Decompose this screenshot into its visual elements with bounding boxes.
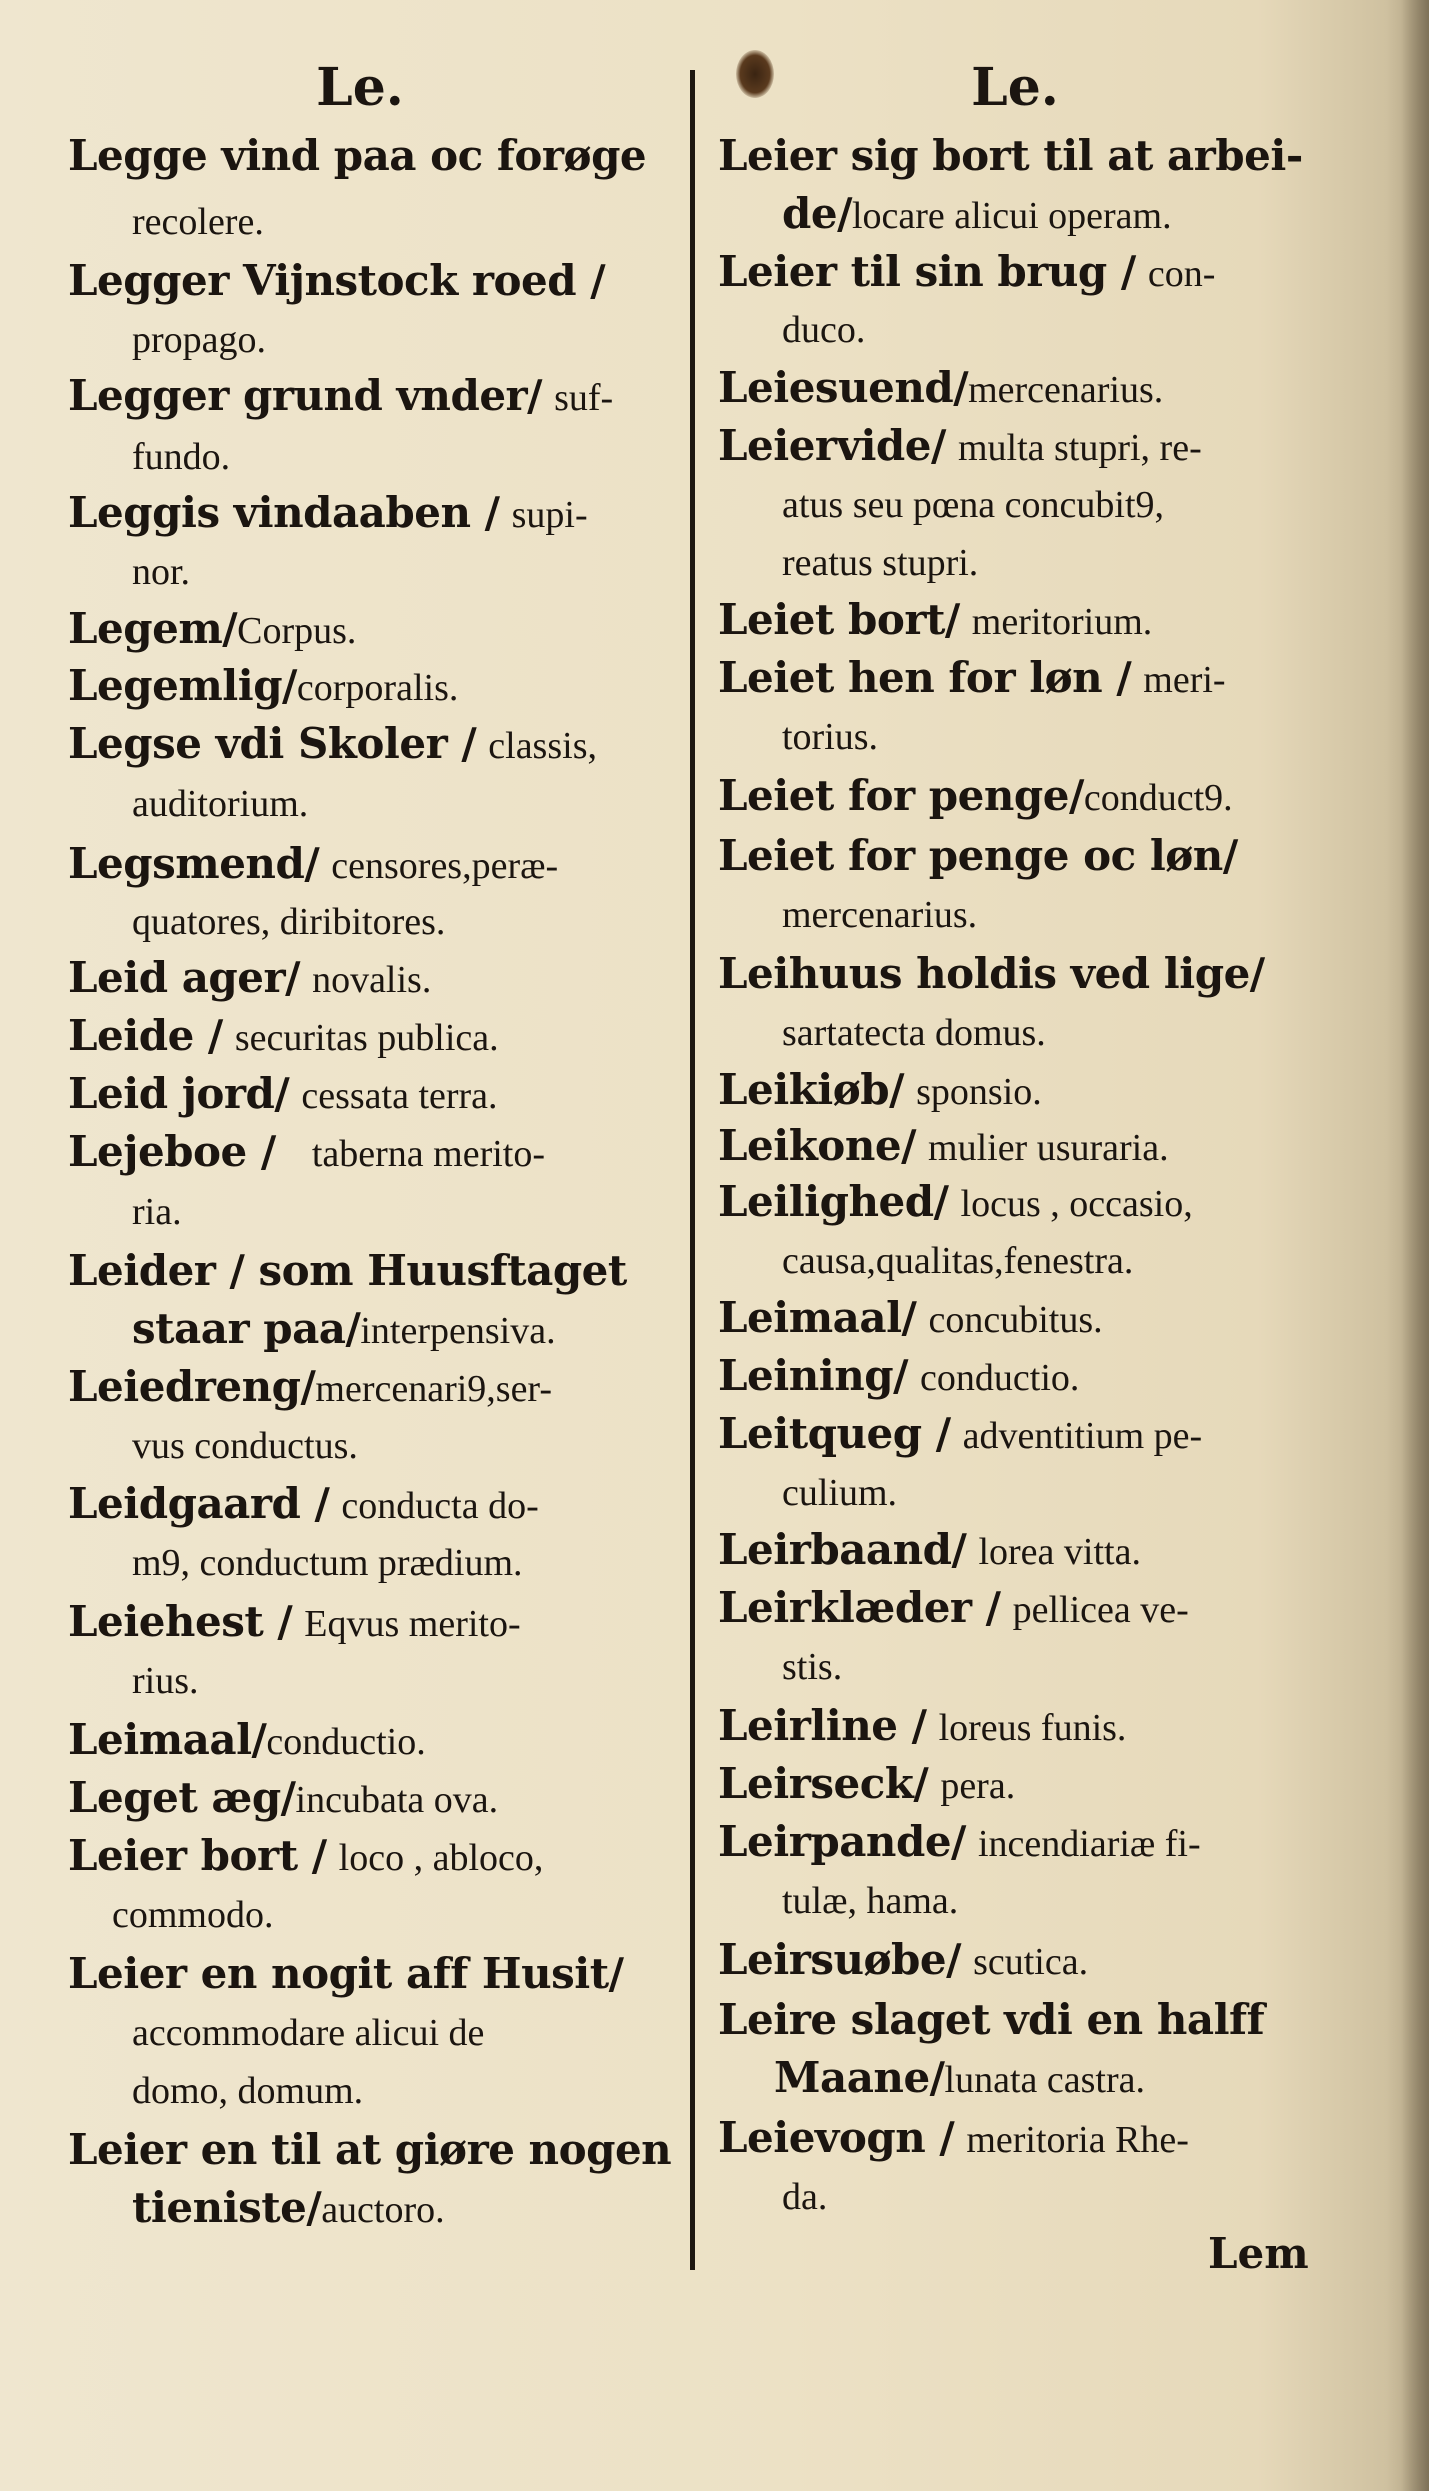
- latin-gloss: novalis.: [312, 959, 432, 1001]
- entry-continuation: [132, 1536, 523, 1589]
- headword: Leilighed/: [718, 1177, 949, 1226]
- latin-gloss: mulier usuraria.: [928, 1127, 1169, 1169]
- entry-continuation: [132, 1419, 358, 1472]
- headword: Leikiøb/: [718, 1065, 904, 1114]
- headword: Legger Vijnstock roed /: [68, 256, 606, 305]
- headword: Leide /: [68, 1011, 223, 1060]
- headword: Leitqueg /: [718, 1409, 951, 1458]
- entry-line: [68, 1948, 623, 2001]
- column-divider: [690, 70, 695, 2270]
- entry-continuation: [782, 1466, 897, 1519]
- entry-continuation: [782, 536, 978, 589]
- latin-gloss: scutica.: [973, 1941, 1089, 1983]
- headword: Leire slaget vdi en halff: [718, 1995, 1265, 2044]
- headword: Legsmend/: [68, 839, 320, 888]
- headword: Legse vdi Skoler /: [68, 719, 477, 768]
- latin-gloss: stis.: [782, 1646, 843, 1688]
- headword: Leirline /: [718, 1701, 927, 1750]
- headword: Leid ager/: [68, 953, 300, 1002]
- headword: staar paa/: [132, 1304, 361, 1353]
- entry-line: [68, 1126, 545, 1180]
- headword: Leirbaand/: [718, 1525, 967, 1574]
- headword: de/: [782, 189, 852, 238]
- latin-gloss: classis,: [488, 725, 597, 767]
- catchword: Lem: [1208, 2229, 1309, 2278]
- entry-line: [718, 594, 1152, 648]
- entry-line: [68, 718, 597, 772]
- latin-gloss: conducta do-: [341, 1485, 539, 1527]
- latin-gloss: taberna merito-: [311, 1133, 546, 1175]
- latin-gloss: sartatecta domus.: [782, 1012, 1046, 1054]
- latin-gloss: suf-: [554, 377, 614, 419]
- latin-gloss: accommodare alicui de: [132, 2012, 485, 2054]
- entry-line: [718, 830, 1238, 883]
- entry-continuation: [782, 188, 1172, 242]
- entry-continuation: [132, 313, 266, 366]
- entry-line: [718, 1700, 1126, 1754]
- headword: Leirsuøbe/: [718, 1935, 961, 1984]
- entry-continuation: [782, 888, 977, 941]
- latin-gloss: interpensiva.: [360, 1310, 556, 1352]
- headword: Leimaal/: [718, 1293, 917, 1342]
- entry-line: [68, 2124, 671, 2177]
- entry-continuation: [132, 2006, 484, 2059]
- latin-gloss: locus , occasio,: [960, 1183, 1193, 1225]
- latin-gloss: m9, conductum prædium.: [132, 1542, 523, 1584]
- latin-gloss: recolere.: [132, 201, 264, 243]
- headword: Leimaal/: [68, 1715, 267, 1764]
- entry-line: [718, 1408, 1202, 1462]
- latin-gloss: atus seu pœna concubit9,: [782, 484, 1165, 526]
- entry-continuation: [132, 777, 308, 830]
- headword: Leggis vindaaben /: [68, 488, 500, 537]
- headword: Legem/: [68, 604, 238, 653]
- latin-gloss: mercenarius.: [782, 894, 978, 936]
- headword: Legge vind paa oc forøge: [68, 131, 647, 180]
- latin-gloss: lorea vitta.: [978, 1531, 1141, 1573]
- entry-line: [68, 1361, 552, 1415]
- headword: Lejeboe /: [68, 1127, 276, 1176]
- entry-line: [718, 948, 1265, 1001]
- entry-continuation: [132, 430, 230, 483]
- entry-line: [718, 1994, 1264, 2047]
- latin-gloss: conduct9.: [1083, 777, 1233, 819]
- entry-line: [68, 603, 356, 657]
- entry-continuation: [112, 1888, 273, 1941]
- headword: Leiesuend/: [718, 363, 969, 412]
- latin-gloss: concubitus.: [928, 1299, 1103, 1341]
- headword: Legger grund vnder/: [68, 371, 543, 420]
- entry-continuation: [132, 1303, 556, 1357]
- headword: Leirpande/: [718, 1817, 966, 1866]
- headword: Leier en til at giøre nogen: [68, 2125, 672, 2174]
- latin-gloss: propago.: [132, 319, 267, 361]
- entry-continuation: [782, 1874, 958, 1927]
- latin-gloss: meritoria Rhe-: [966, 2119, 1189, 2161]
- latin-gloss: commodo.: [112, 1894, 274, 1936]
- latin-gloss: ria.: [132, 1191, 182, 1233]
- headword: Leider / som Huusftaget: [68, 1246, 627, 1295]
- entry-line: [718, 1350, 1079, 1404]
- latin-gloss: loco , abloco,: [338, 1837, 544, 1879]
- latin-gloss: adventitium pe-: [962, 1415, 1203, 1457]
- headword: Leiet for penge/: [718, 771, 1084, 820]
- entry-line: [68, 952, 431, 1006]
- entry-line: [68, 255, 605, 308]
- latin-gloss: quatores, diribitores.: [132, 901, 446, 943]
- entry-line: [718, 1292, 1103, 1346]
- entry-continuation: [132, 2064, 363, 2117]
- headword: Leirseck/: [718, 1759, 929, 1808]
- latin-gloss: conductio.: [920, 1357, 1080, 1399]
- latin-gloss: pera.: [940, 1765, 1016, 1807]
- entry-line: [718, 130, 1303, 183]
- headword: Leget æg/: [68, 1773, 296, 1822]
- headword: Leiedreng/: [68, 1362, 316, 1411]
- entry-continuation: [132, 895, 445, 948]
- entry-continuation: [782, 1234, 1133, 1287]
- latin-gloss: loreus funis.: [938, 1707, 1127, 1749]
- entry-line: [68, 1068, 498, 1122]
- headword: Leiet bort/: [718, 595, 960, 644]
- entry-line: [718, 1524, 1141, 1578]
- entry-line: [718, 1120, 1169, 1174]
- latin-gloss: mercenari9,ser-: [315, 1368, 552, 1410]
- latin-gloss: tulæ, hama.: [782, 1880, 959, 1922]
- headword: tieniste/: [132, 2183, 322, 2232]
- entry-line: [68, 838, 558, 892]
- latin-gloss: pellicea ve-: [1012, 1589, 1189, 1631]
- headword: Leidgaard /: [68, 1479, 330, 1528]
- headword: Leihuus holdis ved lige/: [718, 949, 1265, 998]
- entry-line: [68, 1772, 498, 1826]
- entry-line: [68, 370, 613, 424]
- page-edge-shadow: [1401, 0, 1429, 2491]
- entry-line: [68, 1010, 499, 1064]
- headword: Leiehest /: [68, 1597, 293, 1646]
- entry-line: [718, 1064, 1042, 1118]
- entry-continuation: [132, 545, 190, 598]
- entry-continuation: [782, 303, 865, 356]
- entry-line: [68, 1830, 543, 1884]
- latin-gloss: lunata castra.: [944, 2059, 1145, 2101]
- entry-line: [68, 1478, 539, 1532]
- entry-line: [68, 130, 646, 183]
- entry-line: [718, 362, 1163, 416]
- latin-gloss: rius.: [132, 1660, 199, 1702]
- entry-line: [718, 1816, 1201, 1870]
- entry-continuation: [774, 2052, 1145, 2106]
- headword: Leid jord/: [68, 1069, 290, 1118]
- right-column-heading: Le.: [971, 57, 1059, 118]
- headword: Leievogn /: [718, 2113, 955, 2162]
- latin-gloss: da.: [782, 2176, 828, 2218]
- entry-continuation: [132, 1654, 199, 1707]
- latin-gloss: incubata ova.: [295, 1779, 499, 1821]
- headword: Leining/: [718, 1351, 908, 1400]
- headword: Leirklæder /: [718, 1583, 1001, 1632]
- headword: Leiet for penge oc løn/: [718, 831, 1238, 880]
- latin-gloss: auditorium.: [132, 783, 309, 825]
- entry-line: [68, 1714, 426, 1768]
- entry-line: [718, 1582, 1189, 1636]
- latin-gloss: culium.: [782, 1472, 898, 1514]
- entry-line: [718, 770, 1233, 824]
- latin-gloss: meritorium.: [971, 601, 1153, 643]
- headword: Leiet hen for løn /: [718, 653, 1132, 702]
- headword: Leier bort /: [68, 1831, 327, 1880]
- entry-line: [68, 1596, 521, 1650]
- entry-line: [718, 2112, 1189, 2166]
- latin-gloss: mercenarius.: [968, 369, 1164, 411]
- latin-gloss: securitas publica.: [234, 1017, 499, 1059]
- entry-continuation: [132, 195, 264, 248]
- latin-gloss: locare alicui operam.: [851, 195, 1172, 237]
- latin-gloss: auctoro.: [321, 2189, 445, 2231]
- latin-gloss: sponsio.: [916, 1071, 1042, 1113]
- latin-gloss: meri-: [1143, 659, 1226, 701]
- latin-gloss: Corpus.: [237, 610, 357, 652]
- entry-line: [68, 1245, 627, 1298]
- headword: Leier en nogit aff Husit/: [68, 1949, 624, 1998]
- latin-gloss: reatus stupri.: [782, 542, 979, 584]
- entry-line: [68, 660, 458, 714]
- latin-gloss: multa stupri, re-: [957, 427, 1202, 469]
- ink-stain: [736, 50, 774, 98]
- entry-continuation: [782, 478, 1164, 531]
- latin-gloss: con-: [1147, 253, 1216, 295]
- entry-continuation: [782, 1640, 842, 1693]
- entry-line: [718, 1934, 1088, 1988]
- latin-gloss: conductio.: [266, 1721, 426, 1763]
- latin-gloss: fundo.: [132, 436, 231, 478]
- latin-gloss: duco.: [782, 309, 866, 351]
- entry-continuation: [132, 2182, 445, 2236]
- latin-gloss: domo, domum.: [132, 2070, 364, 2112]
- entry-continuation: [782, 1006, 1046, 1059]
- headword: Leier sig bort til at arbei-: [718, 131, 1303, 180]
- entry-line: [718, 1176, 1193, 1230]
- headword: Maane/: [774, 2053, 945, 2102]
- entry-line: [718, 420, 1202, 474]
- headword: Legemlig/: [68, 661, 297, 710]
- latin-gloss: causa,qualitas,fenestra.: [782, 1240, 1134, 1282]
- left-column-heading: Le.: [316, 57, 404, 118]
- headword: Leikone/: [718, 1121, 916, 1170]
- entry-continuation: [782, 710, 878, 763]
- entry-line: [718, 1758, 1015, 1812]
- entry-continuation: [782, 2170, 827, 2223]
- latin-gloss: corporalis.: [296, 667, 459, 709]
- headword: Leier til sin brug /: [718, 247, 1136, 296]
- latin-gloss: incendiariæ fi-: [977, 1823, 1201, 1865]
- latin-gloss: torius.: [782, 716, 879, 758]
- latin-gloss: cessata terra.: [301, 1075, 498, 1117]
- latin-gloss: vus conductus.: [132, 1425, 358, 1467]
- entry-line: [68, 487, 588, 541]
- entry-line: [718, 246, 1215, 300]
- entry-line: [718, 652, 1226, 706]
- latin-gloss: nor.: [132, 551, 191, 593]
- latin-gloss: Eqvus merito-: [304, 1603, 521, 1645]
- latin-gloss: supi-: [511, 494, 588, 536]
- headword: Leiervide/: [718, 421, 946, 470]
- entry-continuation: [132, 1185, 182, 1238]
- latin-gloss: censores,peræ-: [331, 845, 559, 887]
